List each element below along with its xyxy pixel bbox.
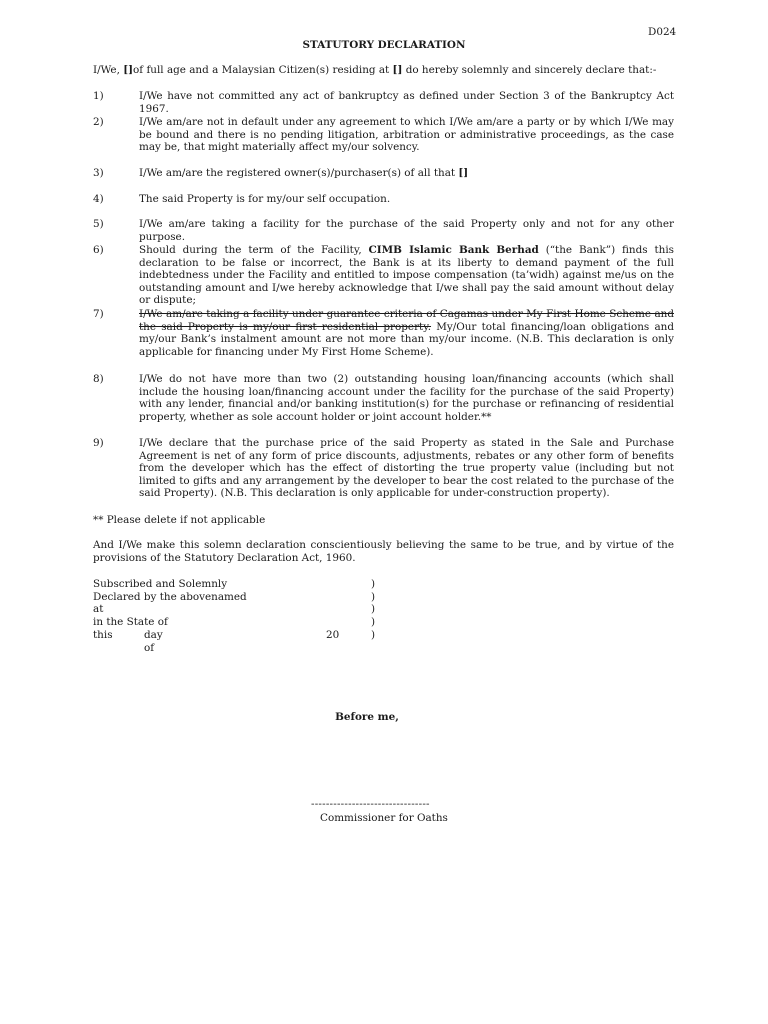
intro-text-1: I/We, (93, 64, 124, 76)
intro-paragraph (93, 64, 693, 77)
signature-line-date (93, 629, 376, 654)
item-text: I/We declare that the purchase price of the said Property as stated in the Sale and Purchase Agreement is net of any form of price discounts, adjustments, rebates or any other form of benefits from the developer which has the effect of distorting the true property value (including but not limited to gifts and any arrangement by the developer to bear the cost related to the purchase of the said Property). (N.B. This declaration is only applicable for under-construction property). (139, 437, 674, 500)
item-number: 6) (93, 244, 104, 256)
intro-text-2: of full age and a Malaysian Citizen(s) residing at (133, 64, 393, 76)
before-me-label: Before me, (335, 711, 399, 723)
bracket: ) (371, 616, 376, 628)
signature-label-year: 20 (326, 629, 340, 641)
item-text: I/We am/are taking a facility for the purchase of the said Property only and not for any other purpose. (139, 218, 674, 243)
item-text-b: (“the Bank”) finds this declaration to be false or incorrect, the Bank is at its liberty to demand payment of the full indebtedness under the Facility and entitled to impose compensation (ta’widh) against me/us on the outstanding amount and I/we hereby acknowledge that I/we shall pay the said amount without delay or dispute; (139, 244, 674, 307)
item-text-a: Should during the term of the Facility, (139, 244, 369, 256)
signature-line-declared (93, 591, 376, 604)
item-number: 4) (93, 193, 104, 205)
struck-text: I/We am/are taking a facility under guarantee criteria of Cagamas under My First Home Scheme and the said Property is my/our first residential property. (139, 308, 674, 333)
item-number: 9) (93, 437, 104, 449)
item-text: I/We do not have more than two (2) outstanding housing loan/financing accounts (which shall include the housing loan/financing account under the facility for the purchase of the said Property) with any lender, financial and/or banking institution(s) for the purchase or refinancing of residential property, whether as sole account holder or joint account holder.** (139, 373, 674, 423)
item-number: 3) (93, 167, 104, 179)
item-number: 1) (93, 90, 104, 102)
signature-dash-line: -------------------------------- (311, 798, 430, 810)
bracket: ) (371, 629, 376, 641)
bracket: ) (371, 591, 376, 603)
item-number: 7) (93, 308, 104, 320)
signature-label: Subscribed and Solemnly (93, 578, 228, 590)
bracket: ) (371, 578, 376, 590)
item-text-main: I/We am/are the registered owner(s)/purchaser(s) of all that (139, 167, 459, 179)
bank-name: CIMB Islamic Bank Berhad (368, 244, 539, 256)
item-text (139, 244, 674, 307)
item-blank-property: [] (458, 167, 469, 179)
document-code: D024 (648, 26, 677, 38)
item-text (139, 308, 674, 358)
item-text: I/We have not committed any act of bankruptcy as defined under Section 3 of the Bankruptcy Act 1967. (139, 90, 674, 115)
item-number: 5) (93, 218, 104, 230)
item-text (139, 167, 674, 180)
signature-label: at (93, 603, 104, 615)
item-number: 8) (93, 373, 104, 385)
page-title: STATUTORY DECLARATION (302, 39, 466, 51)
signature-line-at (93, 603, 376, 616)
signature-line-state (93, 616, 376, 629)
closing-paragraph: And I/We make this solemn declaration conscientiously believing the same to be true, and by virtue of the provisions of the Statutory Declaration Act, 1960. (93, 539, 674, 564)
bracket: ) (371, 603, 376, 615)
item-number: 2) (93, 116, 104, 128)
signature-line-subscribed (93, 578, 376, 591)
signature-label: in the State of (93, 616, 168, 628)
item-text: The said Property is for my/our self occupation. (139, 193, 391, 205)
signature-label-this: this (93, 629, 113, 641)
intro-blank-address: [] (392, 64, 403, 76)
intro-blank-name: [] (123, 64, 134, 76)
intro-text-3: do hereby solemnly and sincerely declare that:- (402, 64, 657, 76)
signature-label-day: day of (144, 629, 163, 654)
delete-note: ** Please delete if not applicable (93, 514, 266, 526)
item-text-main: My/Our total financing/loan obligations and my/our Bank’s instalment amount are not more than my/our income. (N.B. This declaration is only applicable for financing under My First Home Scheme). (139, 320, 674, 358)
signature-label: Declared by the abovenamed (93, 591, 247, 603)
commissioner-label: Commissioner for Oaths (320, 812, 448, 824)
item-text: I/We am/are not in default under any agreement to which I/We am/are a party or by which I/We may be bound and there is no pending litigation, arbitration or administrative proceedings, as the case may be, that might materially affect my/our solvency. (139, 116, 674, 154)
